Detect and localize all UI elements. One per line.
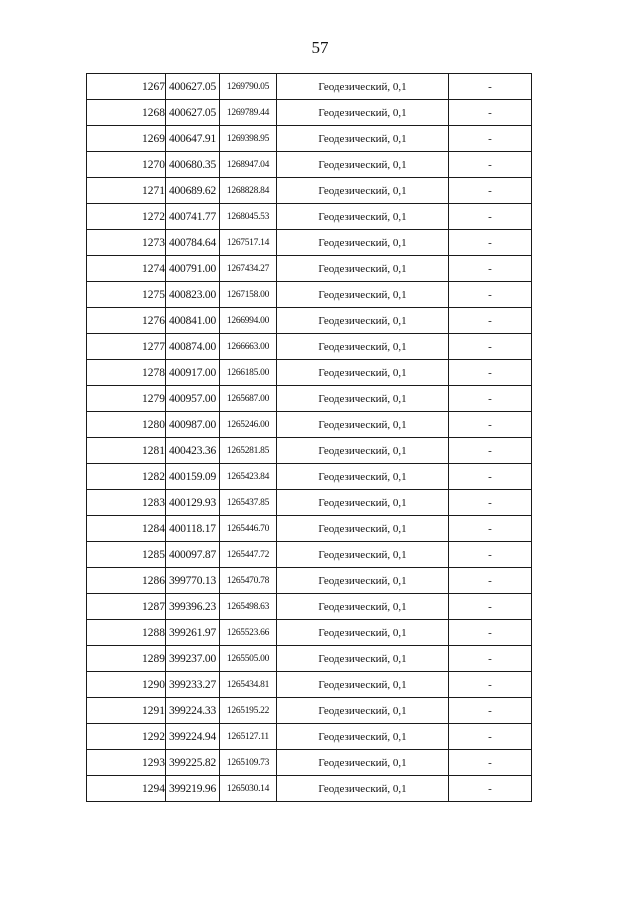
x-coordinate-cell: 400129.93 (166, 490, 220, 516)
point-number-cell: 1287 (87, 594, 166, 620)
point-number-cell: 1271 (87, 178, 166, 204)
note-cell: - (449, 74, 532, 100)
method-accuracy-cell: Геодезический, 0,1 (277, 282, 449, 308)
table-row (87, 308, 532, 334)
method-accuracy-cell: Геодезический, 0,1 (277, 672, 449, 698)
x-coordinate-cell: 400159.09 (166, 464, 220, 490)
method-accuracy-cell: Геодезический, 0,1 (277, 750, 449, 776)
table-row (87, 204, 532, 230)
y-coordinate-cell: 1266185.00 (220, 360, 277, 386)
note-cell: - (449, 594, 532, 620)
y-coordinate-cell: 1269790.05 (220, 74, 277, 100)
table-row (87, 620, 532, 646)
point-number-cell: 1292 (87, 724, 166, 750)
y-coordinate-cell: 1265434.81 (220, 672, 277, 698)
x-coordinate-cell: 400627.05 (166, 74, 220, 100)
x-coordinate-cell: 399261.97 (166, 620, 220, 646)
note-cell: - (449, 516, 532, 542)
method-accuracy-cell: Геодезический, 0,1 (277, 152, 449, 178)
note-cell: - (449, 672, 532, 698)
method-accuracy-cell: Геодезический, 0,1 (277, 360, 449, 386)
y-coordinate-cell: 1265195.22 (220, 698, 277, 724)
x-coordinate-cell: 399233.27 (166, 672, 220, 698)
note-cell: - (449, 256, 532, 282)
method-accuracy-cell: Геодезический, 0,1 (277, 412, 449, 438)
method-accuracy-cell: Геодезический, 0,1 (277, 308, 449, 334)
point-number-cell: 1268 (87, 100, 166, 126)
method-accuracy-cell: Геодезический, 0,1 (277, 334, 449, 360)
note-cell: - (449, 646, 532, 672)
note-cell: - (449, 360, 532, 386)
x-coordinate-cell: 399237.00 (166, 646, 220, 672)
x-coordinate-cell: 400841.00 (166, 308, 220, 334)
table-row (87, 178, 532, 204)
table-row (87, 230, 532, 256)
point-number-cell: 1283 (87, 490, 166, 516)
y-coordinate-cell: 1268045.53 (220, 204, 277, 230)
note-cell: - (449, 412, 532, 438)
table-row (87, 126, 532, 152)
method-accuracy-cell: Геодезический, 0,1 (277, 74, 449, 100)
method-accuracy-cell: Геодезический, 0,1 (277, 464, 449, 490)
point-number-cell: 1276 (87, 308, 166, 334)
table-row (87, 672, 532, 698)
y-coordinate-cell: 1265109.73 (220, 750, 277, 776)
table-row (87, 646, 532, 672)
point-number-cell: 1282 (87, 464, 166, 490)
x-coordinate-cell: 400917.00 (166, 360, 220, 386)
x-coordinate-cell: 400874.00 (166, 334, 220, 360)
x-coordinate-cell: 400784.64 (166, 230, 220, 256)
note-cell: - (449, 464, 532, 490)
point-number-cell: 1291 (87, 698, 166, 724)
point-number-cell: 1279 (87, 386, 166, 412)
point-number-cell: 1290 (87, 672, 166, 698)
method-accuracy-cell: Геодезический, 0,1 (277, 204, 449, 230)
table-row (87, 360, 532, 386)
x-coordinate-cell: 400689.62 (166, 178, 220, 204)
method-accuracy-cell: Геодезический, 0,1 (277, 126, 449, 152)
note-cell: - (449, 152, 532, 178)
method-accuracy-cell: Геодезический, 0,1 (277, 568, 449, 594)
method-accuracy-cell: Геодезический, 0,1 (277, 230, 449, 256)
method-accuracy-cell: Геодезический, 0,1 (277, 724, 449, 750)
note-cell: - (449, 724, 532, 750)
x-coordinate-cell: 399770.13 (166, 568, 220, 594)
x-coordinate-cell: 400680.35 (166, 152, 220, 178)
x-coordinate-cell: 399396.23 (166, 594, 220, 620)
table-row (87, 464, 532, 490)
table-row (87, 438, 532, 464)
y-coordinate-cell: 1265498.63 (220, 594, 277, 620)
x-coordinate-cell: 400957.00 (166, 386, 220, 412)
y-coordinate-cell: 1265281.85 (220, 438, 277, 464)
method-accuracy-cell: Геодезический, 0,1 (277, 386, 449, 412)
table-row (87, 776, 532, 802)
method-accuracy-cell: Геодезический, 0,1 (277, 438, 449, 464)
method-accuracy-cell: Геодезический, 0,1 (277, 698, 449, 724)
x-coordinate-cell: 400627.05 (166, 100, 220, 126)
point-number-cell: 1285 (87, 542, 166, 568)
y-coordinate-cell: 1269789.44 (220, 100, 277, 126)
y-coordinate-cell: 1265470.78 (220, 568, 277, 594)
note-cell: - (449, 750, 532, 776)
y-coordinate-cell: 1269398.95 (220, 126, 277, 152)
point-number-cell: 1289 (87, 646, 166, 672)
x-coordinate-cell: 400423.36 (166, 438, 220, 464)
point-number-cell: 1275 (87, 282, 166, 308)
table-row (87, 412, 532, 438)
note-cell: - (449, 490, 532, 516)
y-coordinate-cell: 1266994.00 (220, 308, 277, 334)
x-coordinate-cell: 399224.33 (166, 698, 220, 724)
y-coordinate-cell: 1265523.66 (220, 620, 277, 646)
y-coordinate-cell: 1265446.70 (220, 516, 277, 542)
point-number-cell: 1270 (87, 152, 166, 178)
x-coordinate-cell: 400791.00 (166, 256, 220, 282)
method-accuracy-cell: Геодезический, 0,1 (277, 516, 449, 542)
method-accuracy-cell: Геодезический, 0,1 (277, 594, 449, 620)
y-coordinate-cell: 1267158.00 (220, 282, 277, 308)
table-row (87, 152, 532, 178)
point-number-cell: 1273 (87, 230, 166, 256)
method-accuracy-cell: Геодезический, 0,1 (277, 542, 449, 568)
table-row (87, 282, 532, 308)
point-number-cell: 1280 (87, 412, 166, 438)
x-coordinate-cell: 399224.94 (166, 724, 220, 750)
y-coordinate-cell: 1265127.11 (220, 724, 277, 750)
x-coordinate-cell: 400987.00 (166, 412, 220, 438)
x-coordinate-cell: 399225.82 (166, 750, 220, 776)
x-coordinate-cell: 400823.00 (166, 282, 220, 308)
page-number: 57 (311, 38, 329, 57)
y-coordinate-cell: 1265030.14 (220, 776, 277, 802)
note-cell: - (449, 308, 532, 334)
point-number-cell: 1286 (87, 568, 166, 594)
note-cell: - (449, 334, 532, 360)
y-coordinate-cell: 1265505.00 (220, 646, 277, 672)
point-number-cell: 1284 (87, 516, 166, 542)
note-cell: - (449, 620, 532, 646)
point-number-cell: 1288 (87, 620, 166, 646)
method-accuracy-cell: Геодезический, 0,1 (277, 776, 449, 802)
x-coordinate-cell: 400741.77 (166, 204, 220, 230)
table-row (87, 542, 532, 568)
method-accuracy-cell: Геодезический, 0,1 (277, 620, 449, 646)
method-accuracy-cell: Геодезический, 0,1 (277, 256, 449, 282)
x-coordinate-cell: 399219.96 (166, 776, 220, 802)
note-cell: - (449, 776, 532, 802)
method-accuracy-cell: Геодезический, 0,1 (277, 646, 449, 672)
y-coordinate-cell: 1265687.00 (220, 386, 277, 412)
x-coordinate-cell: 400118.17 (166, 516, 220, 542)
y-coordinate-cell: 1265423.84 (220, 464, 277, 490)
table-row (87, 698, 532, 724)
y-coordinate-cell: 1268947.04 (220, 152, 277, 178)
point-number-cell: 1272 (87, 204, 166, 230)
table-row (87, 568, 532, 594)
y-coordinate-cell: 1265246.00 (220, 412, 277, 438)
note-cell: - (449, 178, 532, 204)
table-row (87, 334, 532, 360)
point-number-cell: 1269 (87, 126, 166, 152)
point-number-cell: 1281 (87, 438, 166, 464)
y-coordinate-cell: 1268828.84 (220, 178, 277, 204)
table-row (87, 516, 532, 542)
x-coordinate-cell: 400097.87 (166, 542, 220, 568)
method-accuracy-cell: Геодезический, 0,1 (277, 490, 449, 516)
coordinates-table-body (87, 74, 532, 802)
note-cell: - (449, 542, 532, 568)
point-number-cell: 1293 (87, 750, 166, 776)
method-accuracy-cell: Геодезический, 0,1 (277, 100, 449, 126)
y-coordinate-cell: 1266663.00 (220, 334, 277, 360)
note-cell: - (449, 568, 532, 594)
y-coordinate-cell: 1267434.27 (220, 256, 277, 282)
method-accuracy-cell: Геодезический, 0,1 (277, 178, 449, 204)
table-row (87, 74, 532, 100)
y-coordinate-cell: 1265437.85 (220, 490, 277, 516)
table-row (87, 750, 532, 776)
note-cell: - (449, 230, 532, 256)
table-row (87, 724, 532, 750)
note-cell: - (449, 126, 532, 152)
note-cell: - (449, 282, 532, 308)
table-row (87, 490, 532, 516)
note-cell: - (449, 100, 532, 126)
table-row (87, 100, 532, 126)
note-cell: - (449, 698, 532, 724)
note-cell: - (449, 386, 532, 412)
note-cell: - (449, 204, 532, 230)
x-coordinate-cell: 400647.91 (166, 126, 220, 152)
note-cell: - (449, 438, 532, 464)
point-number-cell: 1267 (87, 74, 166, 100)
point-number-cell: 1278 (87, 360, 166, 386)
point-number-cell: 1294 (87, 776, 166, 802)
coordinates-table (86, 73, 532, 802)
table-row (87, 386, 532, 412)
point-number-cell: 1274 (87, 256, 166, 282)
table-row (87, 594, 532, 620)
point-number-cell: 1277 (87, 334, 166, 360)
y-coordinate-cell: 1265447.72 (220, 542, 277, 568)
table-row (87, 256, 532, 282)
y-coordinate-cell: 1267517.14 (220, 230, 277, 256)
